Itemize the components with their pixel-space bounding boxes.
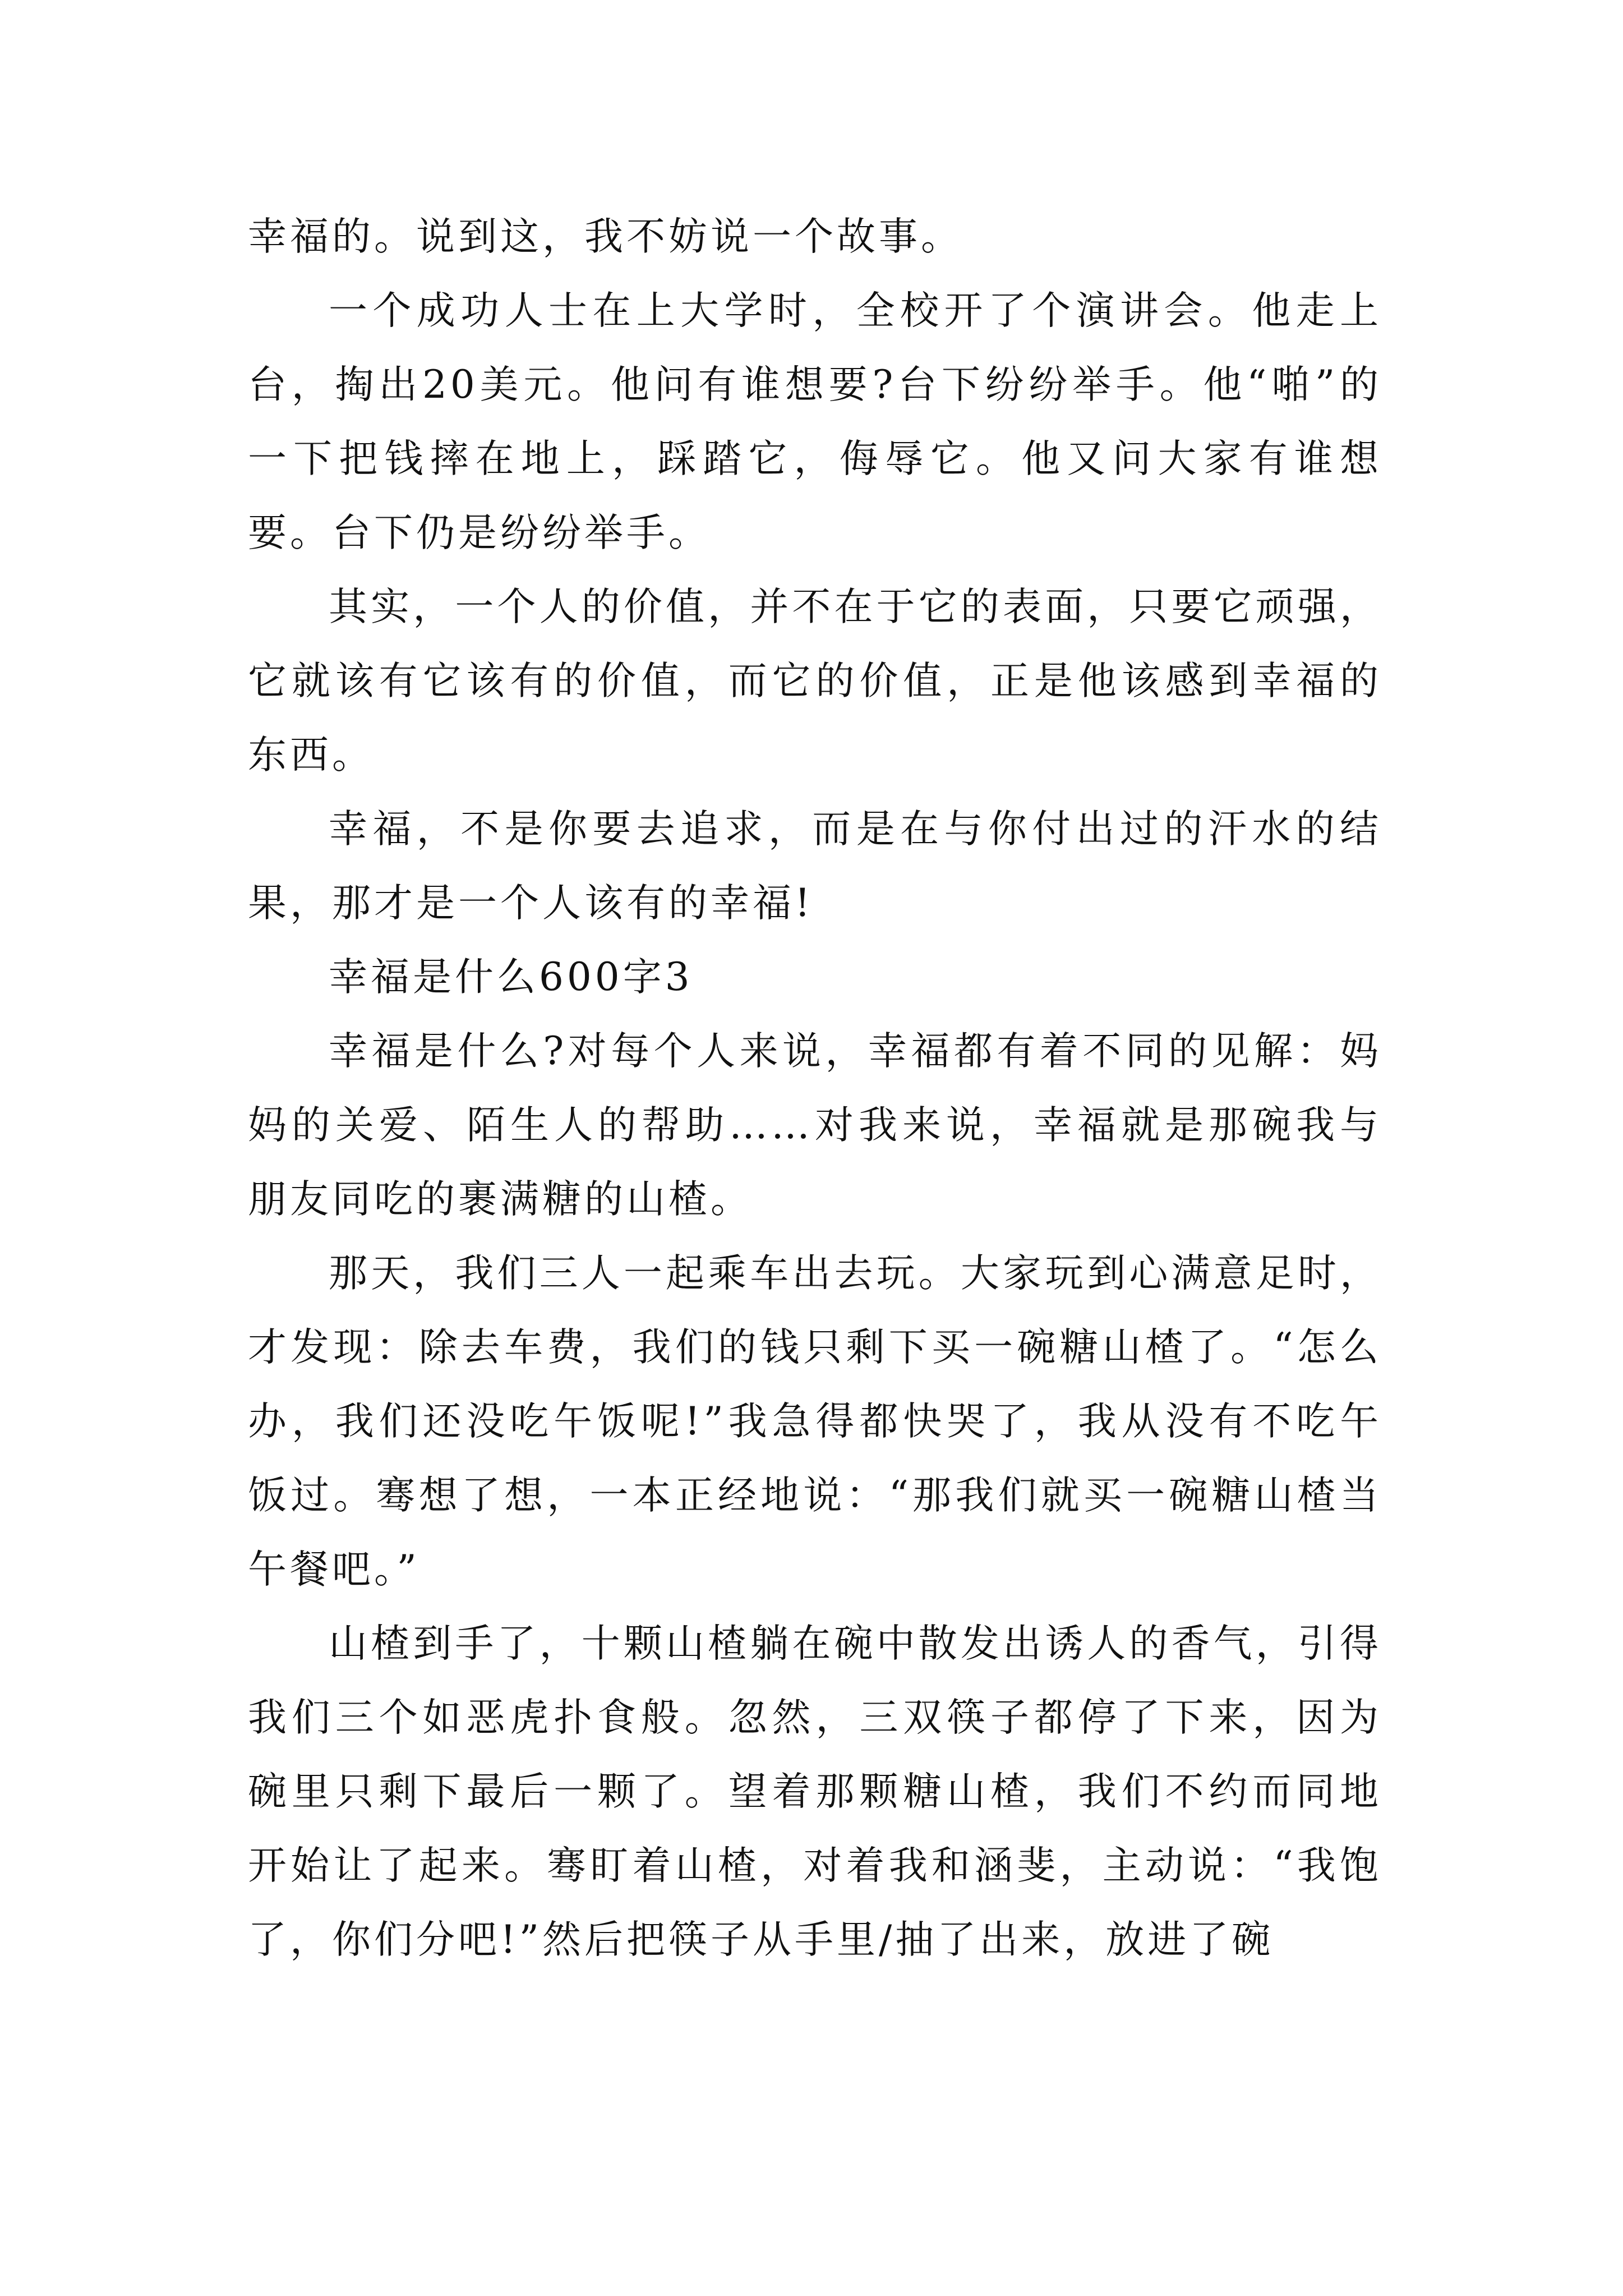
paragraph-1: 幸福的。说到这，我不妨说一个故事。 xyxy=(248,214,963,259)
section-paragraph-1: 幸福是什么?对每个人来说，幸福都有着不同的见解：妈妈的关爱、陌生人的帮助……对我来说，幸福就是那碗我与朋友同吃的裹满糖的山楂。 xyxy=(248,1029,1382,1222)
section-paragraph-3: 山楂到手了，十颗山楂躺在碗中散发出诱人的香气，引得我们三个如恶虎扑食般。忽然，三双筷子都停了下来，因为碗里只剩下最后一颗了。望着那颗糖山楂，我们不约而同地开始让了起来。骞盯着山楂，对着我和涵斐，主动说：“我饱了，你们分吧!”然后把筷子从手里/抽了出来，放进了碗 xyxy=(248,1621,1382,1962)
section-paragraph-2: 那天，我们三人一起乘车出去玩。大家玩到心满意足时，才发现：除去车费，我们的钱只剩下买一碗糖山楂了。“怎么办，我们还没吃午饭呢!”我急得都快哭了，我从没有不吃午饭过。骞想了想，一本正经地说：“那我们就买一碗糖山楂当午餐吧。” xyxy=(248,1251,1382,1592)
paragraph-2: 一个成功人士在上大学时，全校开了个演讲会。他走上台，掏出20美元。他问有谁想要?台下纷纷举手。他“啪”的一下把钱摔在地上，踩踏它，侮辱它。他又问大家有谁想要。台下仍是纷纷举手。 xyxy=(248,288,1382,555)
paragraph-4: 幸福，不是你要去追求，而是在与你付出过的汗水的结果，那才是一个人该有的幸福! xyxy=(248,807,1382,926)
paragraph-3: 其实，一个人的价值，并不在于它的表面，只要它顽强，它就该有它该有的价值，而它的价值，正是他该感到幸福的东西。 xyxy=(248,585,1382,777)
section-title: 幸福是什么600字3 xyxy=(329,955,693,1000)
